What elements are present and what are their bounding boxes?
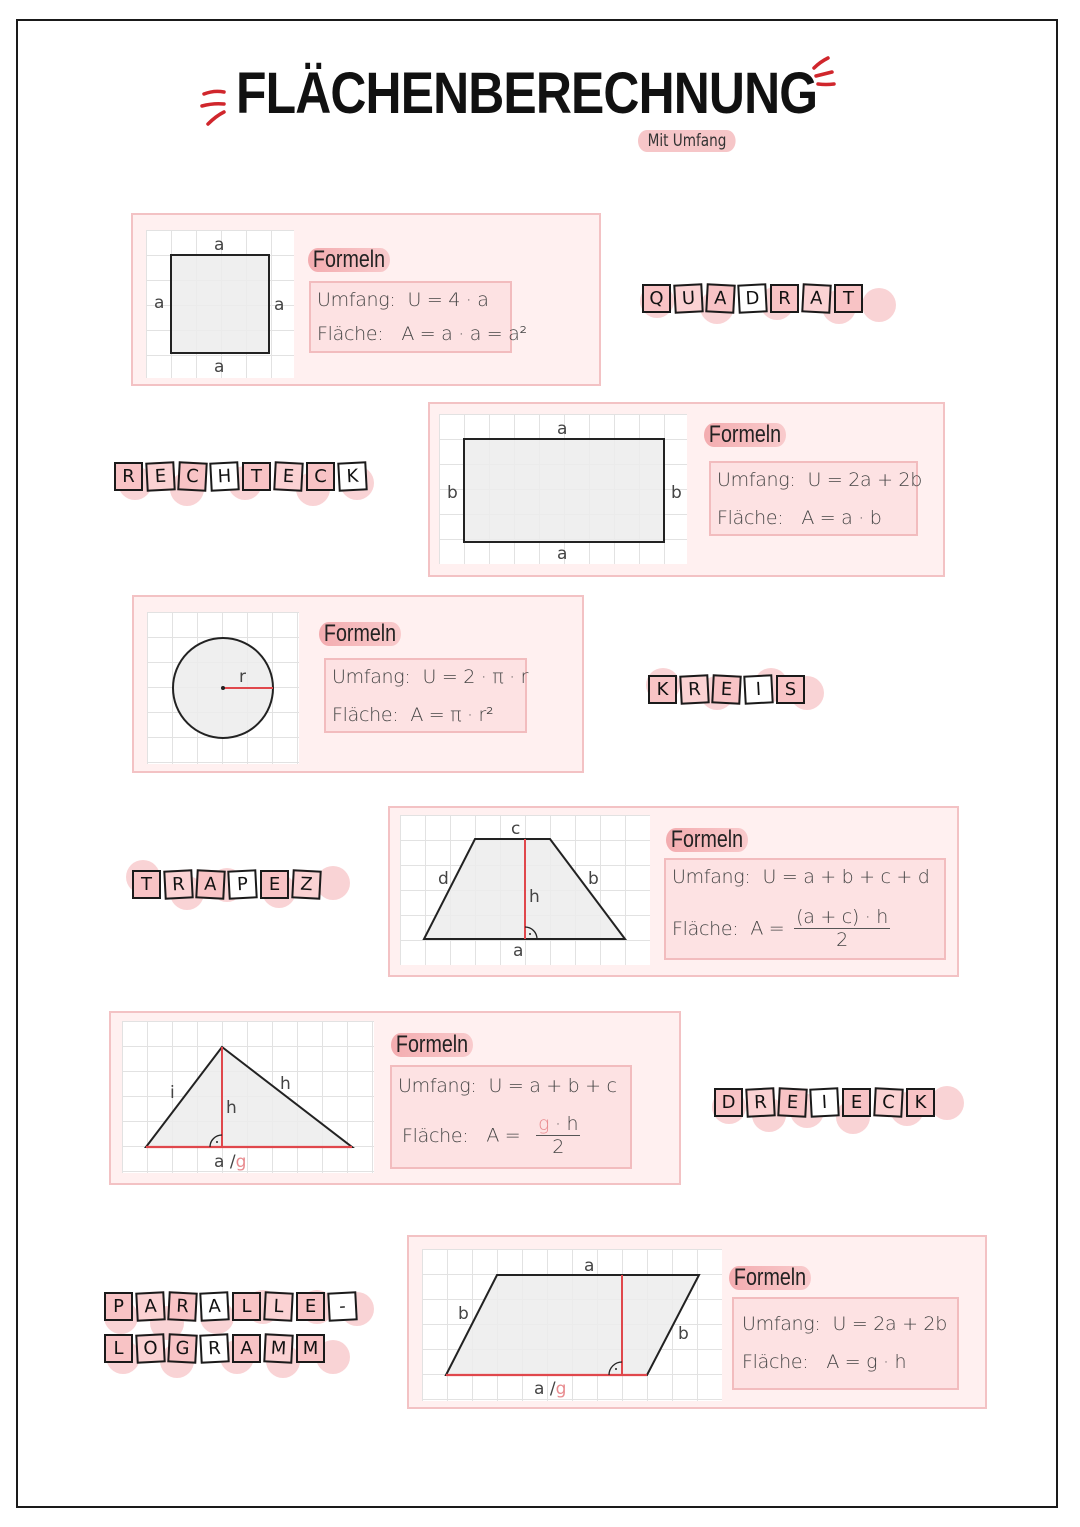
letter-tile: P bbox=[104, 1292, 133, 1321]
page-title: FLÄCHENBERECHNUNG bbox=[236, 61, 818, 126]
card-kreis bbox=[132, 595, 584, 773]
svg-text:h: h bbox=[226, 1098, 237, 1118]
card-rechteck bbox=[428, 402, 945, 577]
diagram-grid bbox=[122, 1021, 374, 1173]
svg-text:h: h bbox=[529, 887, 540, 907]
letter-tile: E bbox=[777, 1087, 807, 1117]
letter-tile: - bbox=[327, 1291, 357, 1321]
letter-tile: D bbox=[714, 1088, 743, 1117]
letter-tile: E bbox=[296, 1292, 325, 1321]
letter-tiles-line-1 bbox=[104, 1292, 357, 1321]
letter-tile: A bbox=[195, 869, 225, 899]
formula-box bbox=[732, 1297, 959, 1390]
letter-tiles bbox=[132, 870, 321, 899]
flaeche-formula: Fläche: A = $\frac{g \cdot h}{2}$ bbox=[402, 1113, 579, 1158]
fraction: $\frac{(a + c) \cdot h}{2}$ bbox=[796, 906, 888, 951]
letter-tile: R bbox=[167, 1291, 197, 1321]
diagram-grid bbox=[422, 1249, 722, 1401]
diagram-grid bbox=[146, 230, 294, 378]
letter-tiles bbox=[714, 1088, 935, 1117]
letter-tile: S bbox=[776, 675, 805, 704]
diagram-grid bbox=[400, 815, 650, 965]
letter-tile: M bbox=[263, 1333, 293, 1363]
letter-tile: I bbox=[809, 1087, 839, 1117]
formula-box bbox=[709, 461, 922, 536]
flaeche-formula: Fläche: A = a · b bbox=[717, 507, 882, 529]
letter-tile: A bbox=[135, 1291, 165, 1321]
letter-tile: R bbox=[199, 1333, 229, 1363]
card-quadrat bbox=[131, 213, 601, 386]
parallelogram-diagram bbox=[422, 1249, 722, 1401]
letter-tile: A bbox=[232, 1334, 261, 1363]
trapezoid-diagram bbox=[400, 815, 650, 965]
svg-text:c: c bbox=[511, 819, 521, 839]
spark-left-icon bbox=[198, 82, 234, 132]
formula-box bbox=[309, 281, 527, 353]
letter-tiles bbox=[648, 675, 805, 704]
flaeche-formula: Fläche: A = π · r² bbox=[332, 704, 494, 726]
formula-box bbox=[390, 1065, 632, 1169]
letter-tile: Z bbox=[291, 869, 321, 899]
formula-box bbox=[664, 858, 946, 960]
letter-tile: G bbox=[167, 1333, 197, 1363]
formeln-heading: Formeln bbox=[666, 828, 748, 852]
letter-tile: A bbox=[801, 283, 831, 313]
svg-text:r: r bbox=[239, 667, 246, 687]
square-diagram bbox=[146, 230, 294, 378]
card-dreieck bbox=[109, 1011, 681, 1185]
umfang-formula: Umfang: U = 2a + 2b bbox=[717, 469, 922, 491]
umfang-formula: Umfang: U = 2 · π · r bbox=[332, 666, 529, 688]
letter-tile: A bbox=[199, 1291, 229, 1321]
svg-text:a /g: a /g bbox=[534, 1379, 567, 1399]
letter-tile: C bbox=[177, 461, 207, 491]
letter-tile: K bbox=[337, 461, 367, 491]
card-parallelogramm bbox=[407, 1235, 987, 1409]
letter-tile: D bbox=[737, 283, 767, 313]
diagram-grid bbox=[147, 612, 299, 764]
letter-tile: P bbox=[227, 869, 257, 899]
letter-tile: A bbox=[705, 283, 735, 313]
letter-tile: H bbox=[209, 461, 239, 491]
letter-tile: M bbox=[296, 1334, 325, 1363]
letter-tile: L bbox=[263, 1291, 293, 1321]
card-trapez bbox=[388, 806, 959, 977]
letter-tile: C bbox=[306, 462, 335, 491]
subtitle-badge: Mit Umfang bbox=[638, 130, 736, 152]
letter-tile: T bbox=[242, 462, 271, 491]
svg-text:a: a bbox=[274, 295, 285, 315]
letter-tile: E bbox=[842, 1088, 871, 1117]
formula-box bbox=[324, 658, 527, 733]
letter-tile: L bbox=[104, 1334, 133, 1363]
letter-tile: Q bbox=[642, 284, 671, 313]
umfang-formula: Umfang: U = 4 · a bbox=[317, 289, 489, 311]
svg-text:i: i bbox=[170, 1083, 175, 1103]
letter-tile: T bbox=[834, 284, 863, 313]
letter-tile: E bbox=[711, 674, 741, 704]
spark-right-icon bbox=[806, 52, 842, 92]
letter-tile: L bbox=[232, 1292, 261, 1321]
svg-text:b: b bbox=[588, 869, 599, 889]
letter-tiles-line-2 bbox=[104, 1334, 325, 1363]
letter-tile: R bbox=[163, 869, 193, 899]
letter-tile: O bbox=[135, 1333, 165, 1363]
letter-tile: K bbox=[648, 675, 677, 704]
svg-text:a: a bbox=[557, 544, 568, 564]
letter-tiles bbox=[642, 284, 863, 313]
formeln-heading: Formeln bbox=[729, 1266, 811, 1290]
svg-text:a: a bbox=[513, 941, 524, 961]
umfang-formula: Umfang: U = a + b + c + d bbox=[672, 866, 930, 888]
flaeche-formula: Fläche: A = g · h bbox=[742, 1351, 907, 1373]
letter-tile: E bbox=[273, 461, 303, 491]
svg-text:a: a bbox=[154, 293, 165, 313]
svg-text:a: a bbox=[214, 235, 225, 255]
formeln-heading: Formeln bbox=[308, 248, 390, 272]
letter-tile: E bbox=[145, 461, 175, 491]
formeln-heading: Formeln bbox=[704, 423, 786, 447]
letter-tile: T bbox=[132, 870, 161, 899]
svg-text:a: a bbox=[584, 1256, 595, 1276]
svg-text:a: a bbox=[214, 357, 225, 377]
letter-tile: R bbox=[114, 462, 143, 491]
triangle-diagram bbox=[122, 1021, 374, 1173]
diagram-grid bbox=[439, 414, 687, 564]
svg-text:a: a bbox=[557, 419, 568, 439]
svg-text:b: b bbox=[447, 483, 458, 503]
formeln-heading: Formeln bbox=[391, 1033, 473, 1057]
letter-tile: C bbox=[873, 1087, 903, 1117]
svg-text:b: b bbox=[678, 1324, 689, 1344]
umfang-formula: Umfang: U = 2a + 2b bbox=[742, 1313, 947, 1335]
letter-tile: R bbox=[679, 674, 709, 704]
letter-tiles bbox=[114, 462, 367, 491]
letter-tile: U bbox=[673, 283, 703, 313]
svg-text:d: d bbox=[438, 869, 449, 889]
formeln-heading: Formeln bbox=[319, 622, 401, 646]
svg-text:b: b bbox=[671, 483, 682, 503]
svg-text:a /g: a /g bbox=[214, 1152, 247, 1172]
fraction: $\frac{g \cdot h}{2}$ bbox=[538, 1113, 579, 1158]
rectangle-diagram bbox=[439, 414, 687, 564]
letter-tile: E bbox=[260, 870, 289, 899]
letter-tile: R bbox=[745, 1087, 775, 1117]
umfang-formula: Umfang: U = a + b + c bbox=[398, 1075, 617, 1097]
letter-tile: K bbox=[906, 1088, 935, 1117]
letter-tile: R bbox=[770, 284, 799, 313]
flaeche-formula: Fläche: A = $\frac{(a + c) \cdot h}{2}$ bbox=[672, 906, 888, 951]
letter-tile: I bbox=[743, 674, 773, 704]
flaeche-formula: Fläche: A = a · a = a² bbox=[317, 323, 527, 345]
circle-diagram bbox=[147, 612, 299, 764]
svg-text:b: b bbox=[458, 1304, 469, 1324]
svg-text:h: h bbox=[280, 1074, 291, 1094]
